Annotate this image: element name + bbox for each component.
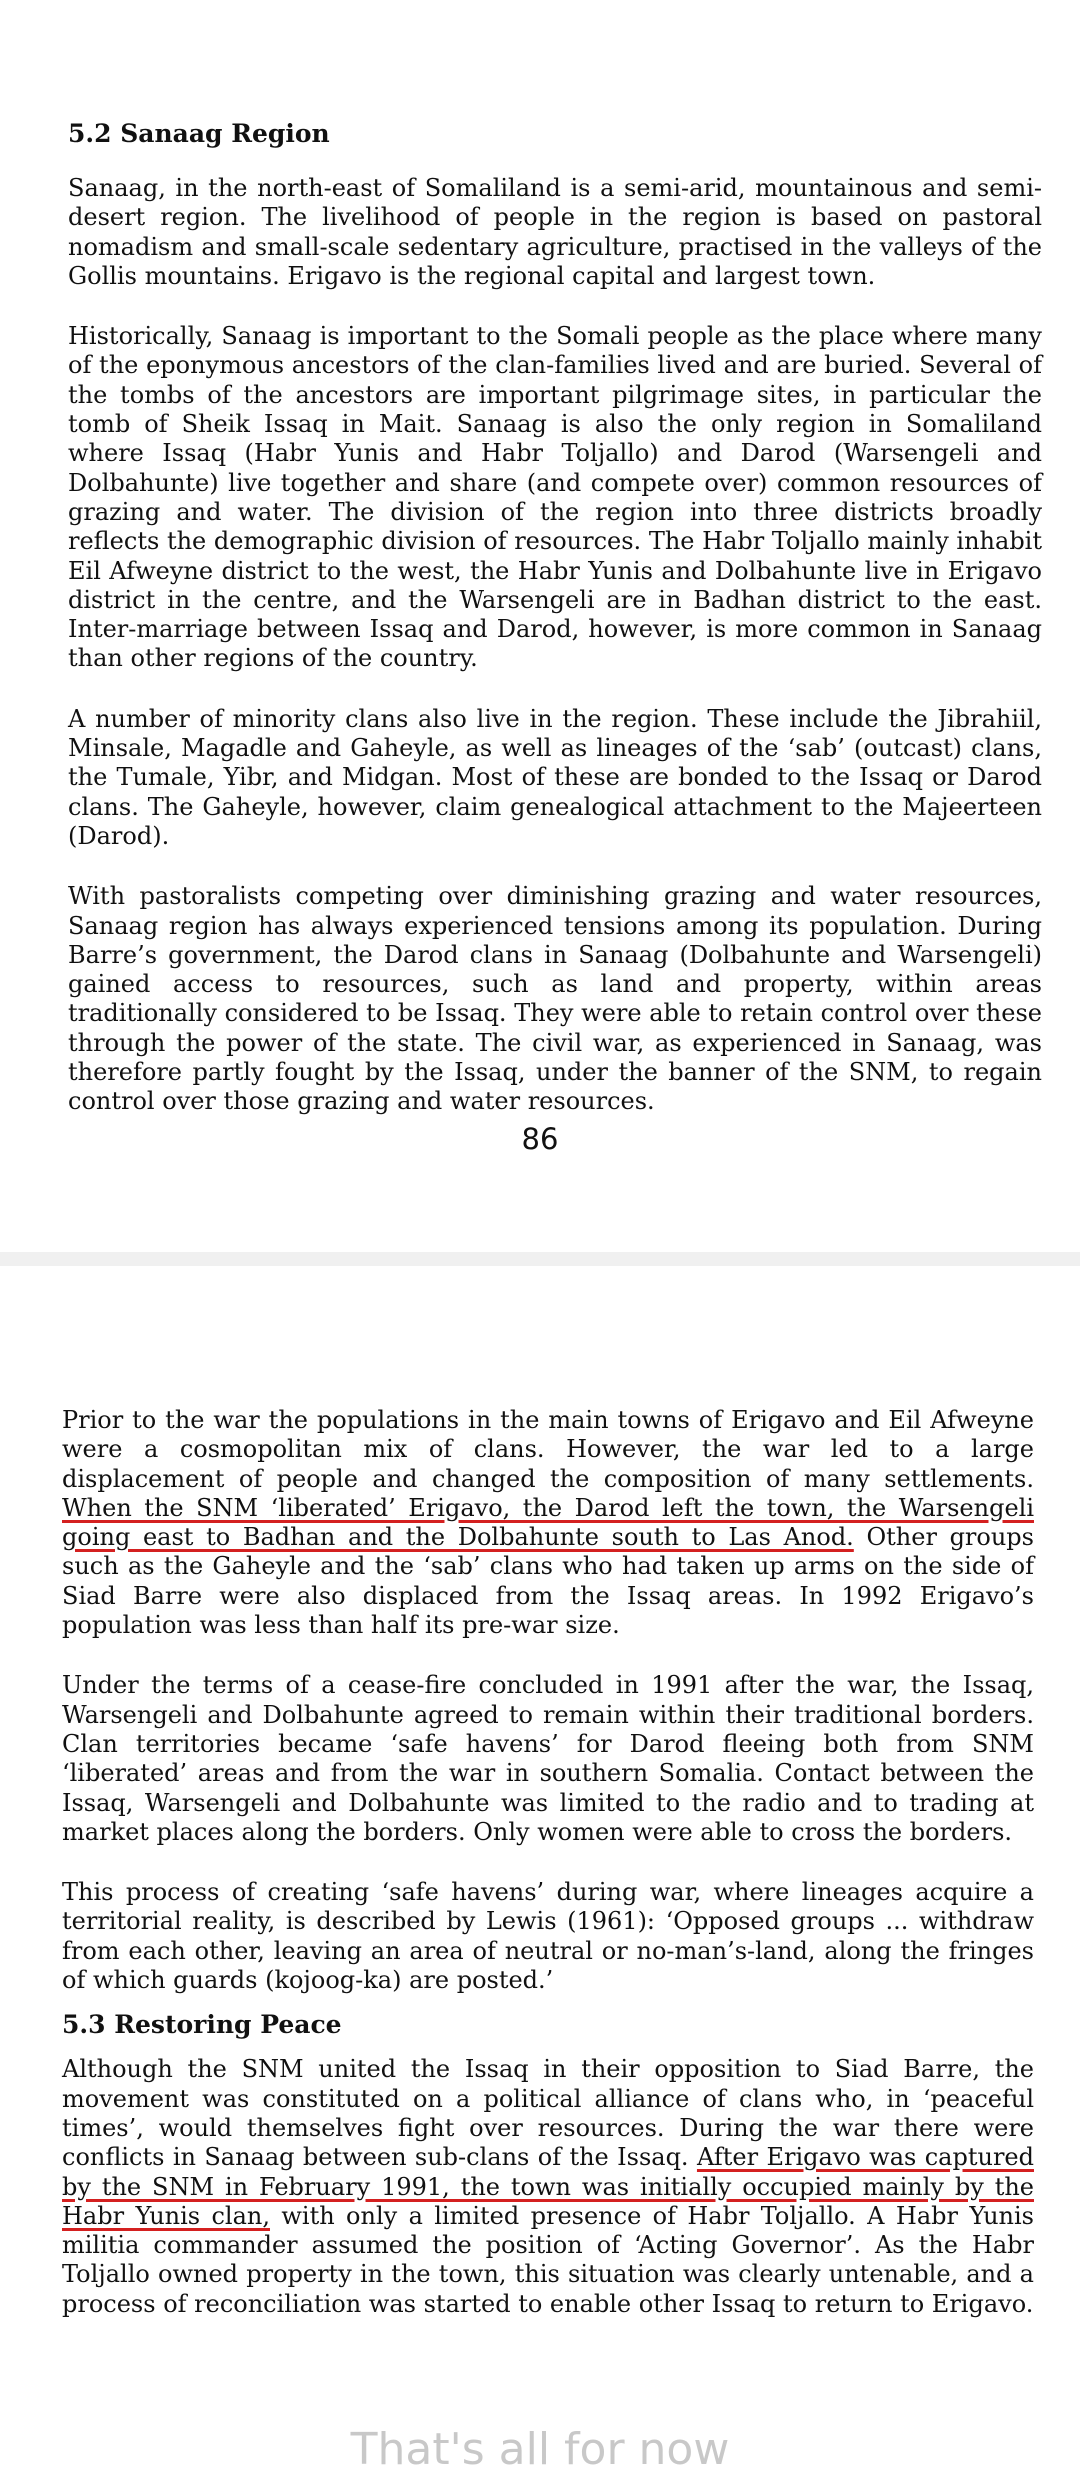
- text-run: with only a limited presence of Habr Toljallo. A Habr Yunis militia commander assumed the position of ‘Acting Governor’. As the Habr Toljallo owned property in the town, this situation was clearly untenable, and a process of reconciliation was started to enable other Issaq to return to Erigavo.: [62, 2201, 1034, 2318]
- paragraph: [62, 2055, 1034, 2319]
- text-run: Prior to the war the populations in the main towns of Erigavo and Eil Afweyne were a cosmopolitan mix of clans. However, the war led to a large displacement of people and changed the composition of many settlements.: [62, 1406, 1034, 1493]
- page-content: [62, 1406, 1034, 2350]
- paragraph: A number of minority clans also live in the region. These include the Jibrahiil, Minsale, Magadle and Gaheyle, as well as lineages of the ‘sab’ (outcast) clans, the Tumale, Yibr, and Midgan. Most of these are bonded to the Issaq or Darod clans. The Gaheyle, however, claim genealogical attachment to the Majeerteen (Darod).: [68, 704, 1042, 850]
- end-of-content-message: That's all for now: [350, 2424, 730, 2475]
- page-separator: [0, 1252, 1080, 1266]
- paragraph: This process of creating ‘safe havens’ during war, where lineages acquire a territorial reality, is described by Lewis (1961): ‘Opposed groups ... withdraw from each other, leaving an area of neutral or no-man’s-land, along the fringes of which guards (kojoog-ka) are posted.’: [62, 1878, 1034, 1995]
- underlined-text: After Erigavo was captured by the SNM in February 1991, the town was initially occupied mainly by the Habr Yunis clan,: [62, 2143, 1034, 2230]
- paragraph: Under the terms of a cease-fire concluded in 1991 after the war, the Issaq, Warsengeli and Dolbahunte agreed to remain within their traditional borders. Clan territories became ‘safe havens’ for Darod fleeing both from SNM ‘liberated’ areas and from the war in southern Somalia. Contact between the Issaq, Warsengeli and Dolbahunte was limited to the radio and to trading at market places along the borders. Only women were able to cross the borders.: [62, 1671, 1034, 1846]
- paragraph: With pastoralists competing over diminishing grazing and water resources, Sanaag region has always experienced tensions among its population. During Barre’s government, the Darod clans in Sanaag (Dolbahunte and Warsengeli) gained access to resources, such as land and property, within areas traditionally considered to be Issaq. They were able to retain control over these through the power of the state. The civil war, as experienced in Sanaag, was therefore partly fought by the Issaq, under the banner of the SNM, to regain control over those grazing and water resources.: [68, 882, 1042, 1116]
- paragraph: [62, 1406, 1034, 1640]
- page-number: 86: [521, 1122, 559, 1156]
- document-page-87: [0, 1266, 1080, 2460]
- section-heading-sanaag: 5.2 Sanaag Region: [68, 119, 330, 148]
- text-run: Although the SNM united the Issaq in their opposition to Siad Barre, the movement was constituted on a political alliance of clans who, in ‘peaceful times’, would themselves fight over resources. During the war there were conflicts in Sanaag between sub-clans of the Issaq.: [62, 2055, 1034, 2172]
- page-content: [68, 118, 1042, 1148]
- underlined-text: When the SNM ‘liberated’ Erigavo, the Darod left the town, the Warsengeli going east to Badhan and the Dolbahunte south to Las Anod.: [62, 1493, 1034, 1552]
- paragraph: Historically, Sanaag is important to the Somali people as the place where many of the eponymous ancestors of the clan-families lived and are buried. Several of the tombs of the ancestors are important pilgrimage sites, in particular the tomb of Sheik Issaq in Mait. Sanaag is also the only region in Somaliland where Issaq (Habr Yunis and Habr Toljallo) and Darod (Warsengeli and Dolbahunte) live together and share (and compete over) common resources of grazing and water. The division of the region into three districts broadly reflects the demographic division of resources. The Habr Toljallo mainly inhabit Eil Afweyne district to the west, the Habr Yunis and Dolbahunte live in Erigavo district in the centre, and the Warsengeli are in Badhan district to the east. Inter-marriage between Issaq and Darod, however, is more common in Sanaag than other regions of the country.: [68, 322, 1042, 673]
- section-heading-restoring-peace: 5.3 Restoring Peace: [62, 2010, 342, 2040]
- text-run: Other groups such as the Gaheyle and the ‘sab’ clans who had taken up arms on the side of Siad Barre were also displaced from the Issaq areas. In 1992 Erigavo’s population was less than half its pre-war size.: [62, 1523, 1034, 1640]
- paragraph: Sanaag, in the north-east of Somaliland is a semi-arid, mountainous and semi-desert region. The livelihood of people in the region is based on pastoral nomadism and small-scale sedentary agriculture, practised in the valleys of the Gollis mountains. Erigavo is the regional capital and largest town.: [68, 174, 1042, 290]
